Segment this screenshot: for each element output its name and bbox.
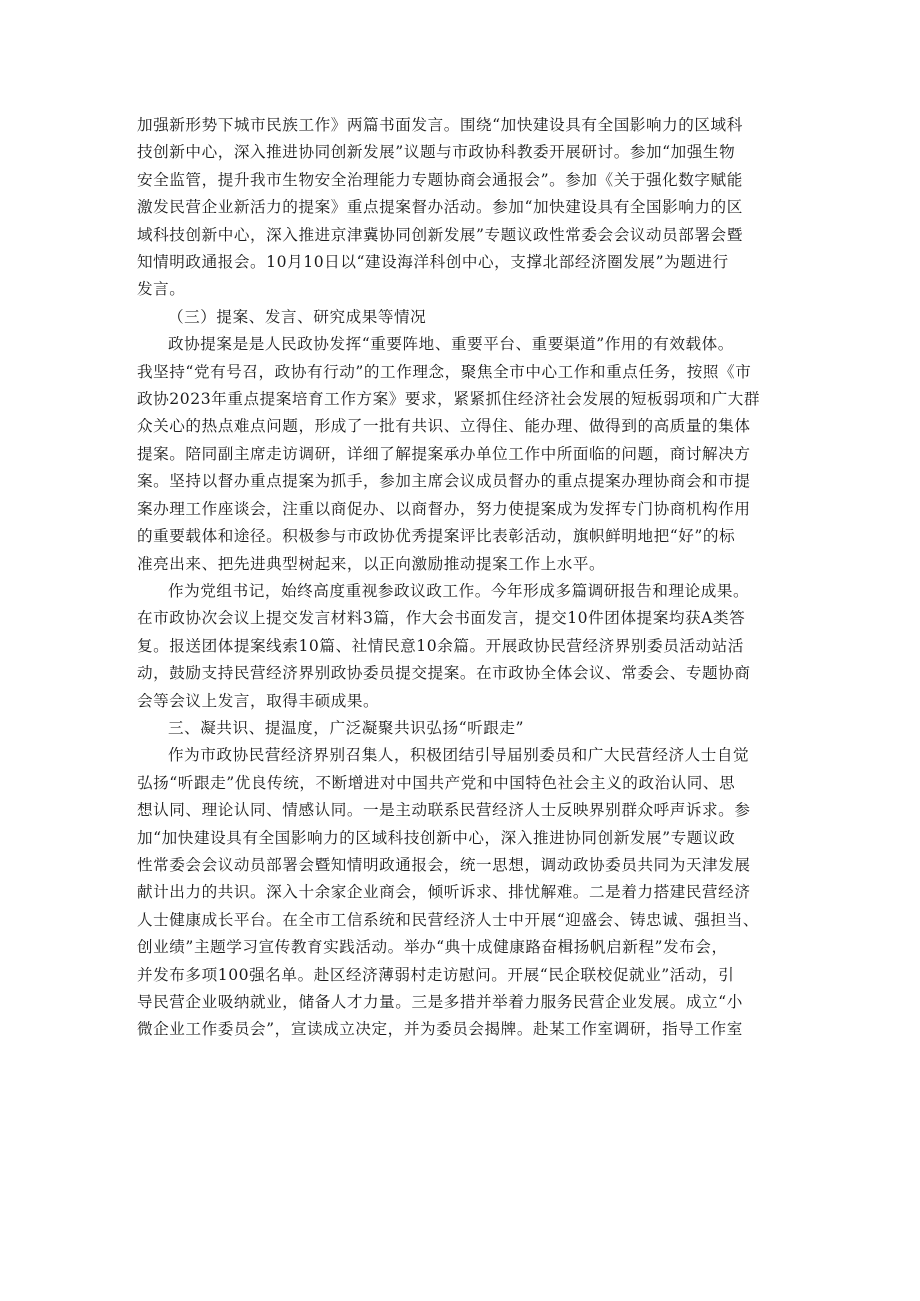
text-line: 会等会议上发言，取得丰硕成果。: [137, 691, 380, 710]
text-line: 创业绩”主题学习宣传教育实践活动。举办“典十成健康路奋楫扬帆启新程”发布会，: [137, 938, 728, 957]
text-line: 作为党组书记，始终高度重视参政议政工作。今年形成多篇调研报告和理论成果。: [168, 581, 750, 600]
text-line: 导民营企业吸纳就业，储备人才力量。三是多措并举着力服务民营企业发展。成立“小: [137, 993, 743, 1011]
paragraph-proposals: [137, 331, 791, 578]
text-line: 复。报送团体提案线索10篇、社情民意10余篇。开展政协民营经济界别委员活动站活: [137, 636, 744, 655]
text-line: 作为市政协民营经济界别召集人，积极团结引导届别委员和广大民营经济人士自觉: [168, 746, 750, 765]
subheading-text: （三）提案、发言、研究成果等情况: [168, 307, 427, 326]
text-line: 加“加快建设具有全国影响力的区域科技创新中心，深入推进协同创新发展”专题议政: [137, 828, 736, 847]
text-line: 加强新形势下城市民族工作》两篇书面发言。围绕“加快建设具有全国影响力的区域科: [137, 116, 743, 134]
text-line: 并发布多项100强名单。赴区经济薄弱村走访慰问。开展“民企联校促就业”活动，引: [137, 965, 735, 984]
text-line: 域科技创新中心，深入推进京津冀协同创新发展”专题议政性常委会会议动员部署会暨: [137, 225, 743, 244]
text-line: 知情明政通报会。10月10日以“建设海洋科创中心，支撑北部经济圈发展”为题进行: [137, 253, 729, 272]
paragraph-party-secretary: [137, 578, 791, 715]
text-line: 动，鼓励支持民营经济界别政协委员提交提案。在市政协全体会议、常委会、专题协商: [137, 664, 751, 683]
text-line: 案。坚持以督办重点提案为抓手，参加主席会议成员督办的重点提案办理协商会和市提: [137, 472, 751, 491]
section-heading-three: [137, 715, 791, 742]
text-line: 献计出力的共识。深入十余家企业商会，倾听诉求、排忧解难。二是着力搭建民营经济: [137, 883, 751, 902]
text-line: 性常委会会议动员部署会暨知情明政通报会，统一思想，调动政协委员共同为天津发展: [137, 855, 751, 874]
text-line: 安全监管，提升我市生物安全治理能力专题协商会通报会”。参加《关于强化数字赋能: [137, 170, 743, 189]
text-line: 提案。陪同副主席走访调研，详细了解提案承办单位工作中所面临的问题，商讨解决方: [137, 444, 751, 463]
text-line: 人士健康成长平台。在全市工信系统和民营经济人士中开展“迎盛会、铸忠诚、强担当、: [137, 910, 759, 929]
text-line: 微企业工作委员会”，宣读成立决定，并为委员会揭牌。赴某工作室调研，指导工作室: [137, 1020, 743, 1039]
text-line: 激发民营企业新活力的提案》重点提案督办活动。参加“加快建设具有全国影响力的区: [137, 198, 743, 217]
text-line: 政协2023年重点提案培育工作方案》要求，紧紧抓住经济社会发展的短板弱项和广大群: [137, 390, 761, 409]
text-line: 的重要载体和途径。积极参与市政协优秀提案评比表彰活动，旗帜鲜明地把“好”的标: [137, 527, 736, 546]
text-line: 案办理工作座谈会，注重以商促办、以商督办，努力使提案成为发挥专门协商机构作用: [137, 499, 751, 518]
text-line: 发言。: [137, 280, 186, 299]
text-line: 技创新中心，深入推进协同创新发展”议题与市政协科教委开展研讨。参加“加强生物: [137, 143, 736, 162]
paragraph-convener: [137, 742, 791, 1043]
text-line: 弘扬“听跟走”优良传统，不断增进对中国共产党和中国特色社会主义的政治认同、思: [137, 773, 736, 792]
paragraph-continued: [137, 112, 791, 304]
text-line: 想认同、理论认同、情感认同。一是主动联系民营经济人士反映界别群众呼声诉求。参: [137, 801, 751, 820]
text-line: 准亮出来、把先进典型树起来，以正向激励推动提案工作上水平。: [137, 554, 606, 573]
text-line: 我坚持“党有号召，政协有行动”的工作理念，聚焦全市中心工作和重点任务，按照《市: [137, 362, 752, 381]
text-line: 在市政协次会议上提交发言材料3篇，作大会书面发言，提交10件团体提案均获A类答: [137, 609, 746, 628]
text-line: 众关心的热点难点问题，形成了一批有共识、立得住、能办理、做得到的高质量的集体: [137, 417, 751, 436]
document-page: [137, 112, 791, 1044]
text-line: 政协提案是是人民政协发挥“重要阵地、重要平台、重要渠道”作用的有效载体。: [168, 335, 734, 354]
section-heading-text: 三、凝共识、提温度，广泛凝聚共识弘扬“听跟走”: [168, 718, 525, 737]
subheading-proposals: [137, 304, 791, 331]
